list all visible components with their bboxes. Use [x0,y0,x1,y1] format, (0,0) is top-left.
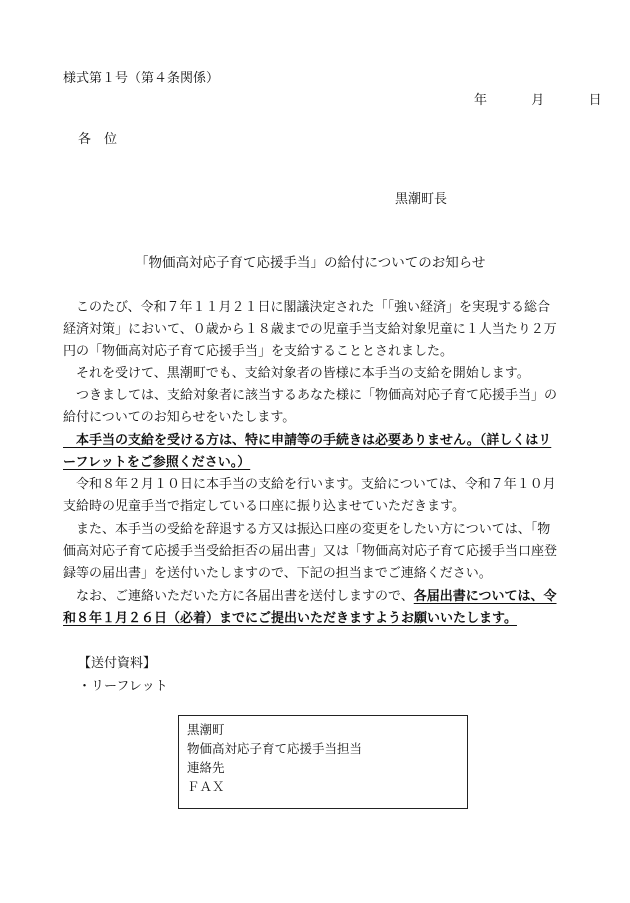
addressee: 各 位 [78,132,118,147]
para5-line1: 令和８年２月１０日に本手当の支給を行います。支給については、令和７年１０月 [63,477,556,492]
para6-line2: 価高対応子育て応援手当受給拒否の届出書」又は「物価高対応子育て応援手当口座登 [63,544,558,559]
para7-line2-text: 和８年１月２６日（必着）までにご提出いただきますようお願いいたします。 [63,611,517,626]
para1-line3: 円の「物価高対応子育て応援手当」を支給することとされました。 [63,344,454,359]
para4-line2 [63,451,250,470]
para5-line2: 支給時の児童手当で指定している口座に振り込ませていただきます。 [63,499,465,514]
document-title: 「物価高対応子育て応援手当」の給付についてのお知らせ [135,255,486,271]
para7-line1-plain: なお、ご連絡いただいた方に各届出書を送付しますので、 [63,589,414,604]
date-day: 日 [588,93,602,108]
para4-line1 [63,429,551,448]
enclosure-heading: 【送付資料】 [78,656,157,671]
para1-line2: 経済対策」において、０歳から１８歳までの児童手当支給対象児童に１人当たり２万 [63,322,557,337]
contact-department: 物価高対応子育て応援手当担当 [187,741,363,756]
contact-town: 黒潮町 [187,722,225,737]
para6-line1: また、本手当の受給を辞退する方又は振込口座の変更をしたい方については、「物 [63,522,551,537]
para7-line1 [63,585,557,604]
contact-box [178,715,468,809]
form-number: 様式第１号（第４条関係） [63,71,220,86]
contact-fax: ＦＡＸ [187,779,225,794]
para4-line1-text: 本手当の支給を受ける方は、特に申請等の手続きは必要ありません。（詳しくはリ [63,433,552,448]
para1-line1: このたび、令和７年１１月２１日に閣議決定された「「強い経済」を実現する総合 [63,300,550,315]
enclosure-item-leaflet: ・リーフレット [78,679,168,694]
sender: 黒潮町長 [395,192,448,207]
para4-line2-text: ーフレットをご参照ください。） [63,455,251,470]
para7-line1-emph: 各届出書については、令 [413,589,557,604]
para2-line1: それを受けて、黒潮町でも、支給対象者の皆様に本手当の支給を開始します。 [63,366,530,381]
date-line [474,89,602,108]
para3-line2: 給付についてのお知らせをいたします。 [63,410,296,425]
para7-line2 [63,607,517,626]
para3-line1: つきましては、支給対象者に該当するあなた様に「物価高対応子育て応援手当」の [63,388,558,403]
para6-line3: 録等の届出書」を送付いたしますので、下記の担当までご連絡ください。 [63,566,492,581]
contact-label: 連絡先 [187,760,225,775]
date-month: 月 [531,93,545,108]
date-year: 年 [474,93,488,108]
